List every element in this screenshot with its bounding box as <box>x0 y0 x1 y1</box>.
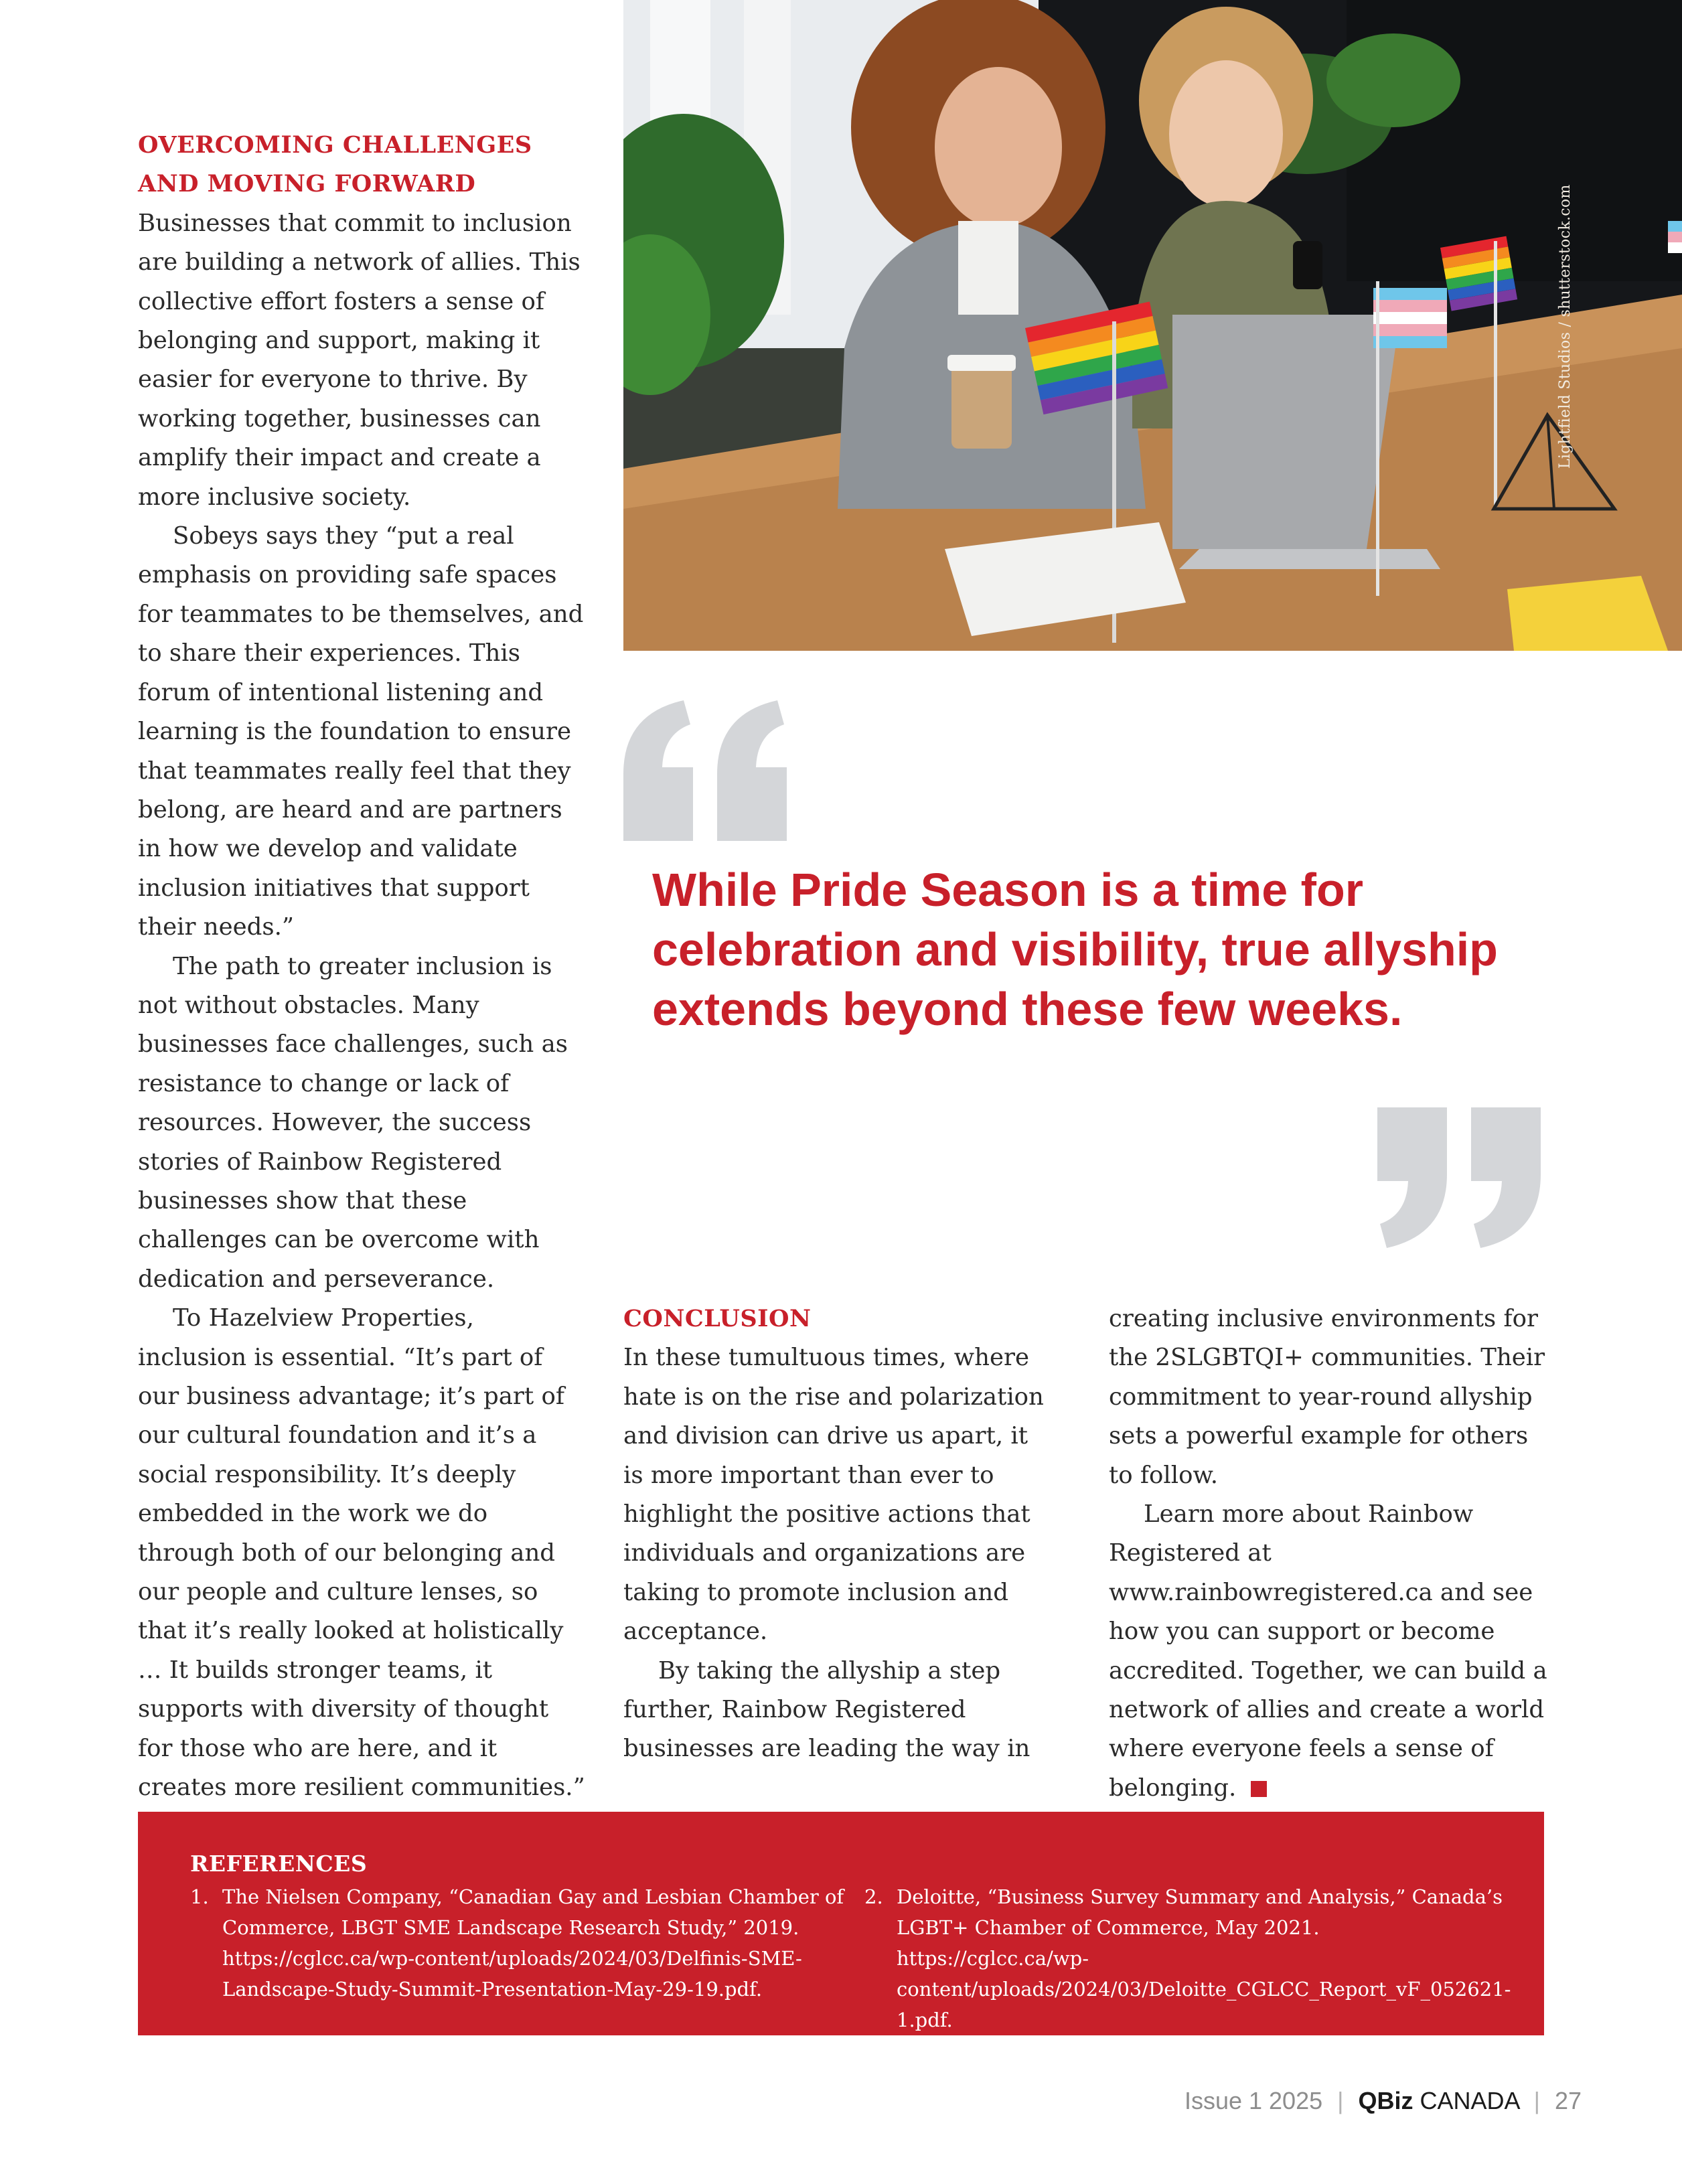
body-paragraph: Sobeys says they “put a real emphasis on providing safe spaces for teammates to be themselves, and to share their experiences. This forum of intentional listening and learning is the foundation to ensure that teammates really feel that they belong, are heard and are partners in how we develop and validate inclusion initiatives that support their needs.” <box>138 522 584 941</box>
issue-label: Issue 1 2025 <box>1184 2087 1323 2114</box>
reference-text: Deloitte, “Business Survey Summary and Analysis,” Canada’s LGBT+ Chamber of Commerce, May 2021. https://cglcc.ca/wp-content/uploads/2024/03/Deloitte_CGLCC_Report_vF_052621-1.pdf. <box>897 1885 1511 2031</box>
reference-number: 1. <box>190 1885 209 1908</box>
references-box <box>138 1812 1544 2035</box>
office-pride-photo <box>623 0 1682 651</box>
end-of-article-mark <box>1251 1781 1267 1797</box>
body-paragraph: Businesses that commit to inclusion are building a network of allies. This collective effort fosters a sense of belonging and support, making it easier for everyone to thrive. By working together, businesses can amplify their impact and create a more inclusive society. <box>138 209 581 511</box>
article-column-right <box>1109 1300 1556 1808</box>
body-paragraph-start: By taking the allyship a step further, Rainbow Registered businesses are leading the way in <box>623 1656 1030 1763</box>
references-title: REFERENCES <box>190 1851 368 1877</box>
footer-divider: | <box>1337 2087 1344 2114</box>
article-column-left <box>138 126 588 1807</box>
open-quote-icon <box>623 700 791 841</box>
magazine-brand-canada: CANADA <box>1413 2087 1519 2114</box>
pull-quote: While Pride Season is a time for celebration and visibility, true allyship extends beyond these few weeks. <box>652 864 1498 1035</box>
footer-divider: | <box>1533 2087 1540 2114</box>
body-paragraph <box>1109 1495 1556 1808</box>
article-photo <box>623 0 1682 651</box>
reference-number: 2. <box>864 1885 883 1908</box>
page-number: 27 <box>1554 2087 1582 2114</box>
article-column-middle <box>623 1300 1052 1769</box>
magazine-brand-qbiz: QBiz <box>1358 2087 1413 2114</box>
body-paragraph: The path to greater inclusion is not without obstacles. Many businesses face challenges, such as resistance to change or lack of resources. However, the success stories of Rainbow Registered businesses show that these challenges can be overcome with dedication and perseverance. <box>138 952 568 1293</box>
section-heading-conclusion: CONCLUSION <box>623 1305 812 1332</box>
body-paragraph: In these tumultuous times, where hate is on the rise and polarization and division can drive us apart, it is more important than ever to highlight the positive actions that individuals and organizations are taking to promote inclusion and acceptance. <box>623 1344 1044 1646</box>
section-heading-overcoming: OVERCOMING CHALLENGES AND MOVING FORWARD <box>138 131 532 198</box>
page-footer <box>1184 2087 1582 2115</box>
body-paragraph-continued: creating inclusive environments for the 2SLGBTQI+ communities. Their commitment to year-round allyship sets a powerful example for others to follow. <box>1109 1305 1545 1489</box>
body-paragraph: To Hazelview Properties, inclusion is essential. “It’s part of our business advantage; it’s part of our cultural foundation and it’s a social responsibility. It’s deeply embedded in the work we do through both of our belonging and our people and culture lenses, so that it’s really looked at holistically … It builds stronger teams, it supports with diversity of thought for those who are here, and it creates more resilient communities.” <box>138 1304 585 1802</box>
reference-text: The Nielsen Company, “Canadian Gay and Lesbian Chamber of Commerce, LBGT SME Landscape Research Study,” 2019. https://cglcc.ca/wp-content/uploads/2024/03/Delfinis-SME-Landscape-Study-Summit-Presentation-May-29-19.pdf. <box>222 1885 844 2001</box>
photo-credit: Lightfield Studios / shutterstock.com <box>1557 184 1574 469</box>
closing-paragraph-text: Learn more about Rainbow Registered at www.rainbowregistered.ca and see how you can support or become accredited. Together, we can build a network of allies and create a world where everyone feels a sense of belonging. <box>1109 1500 1547 1802</box>
close-quote-icon <box>1377 1107 1545 1248</box>
